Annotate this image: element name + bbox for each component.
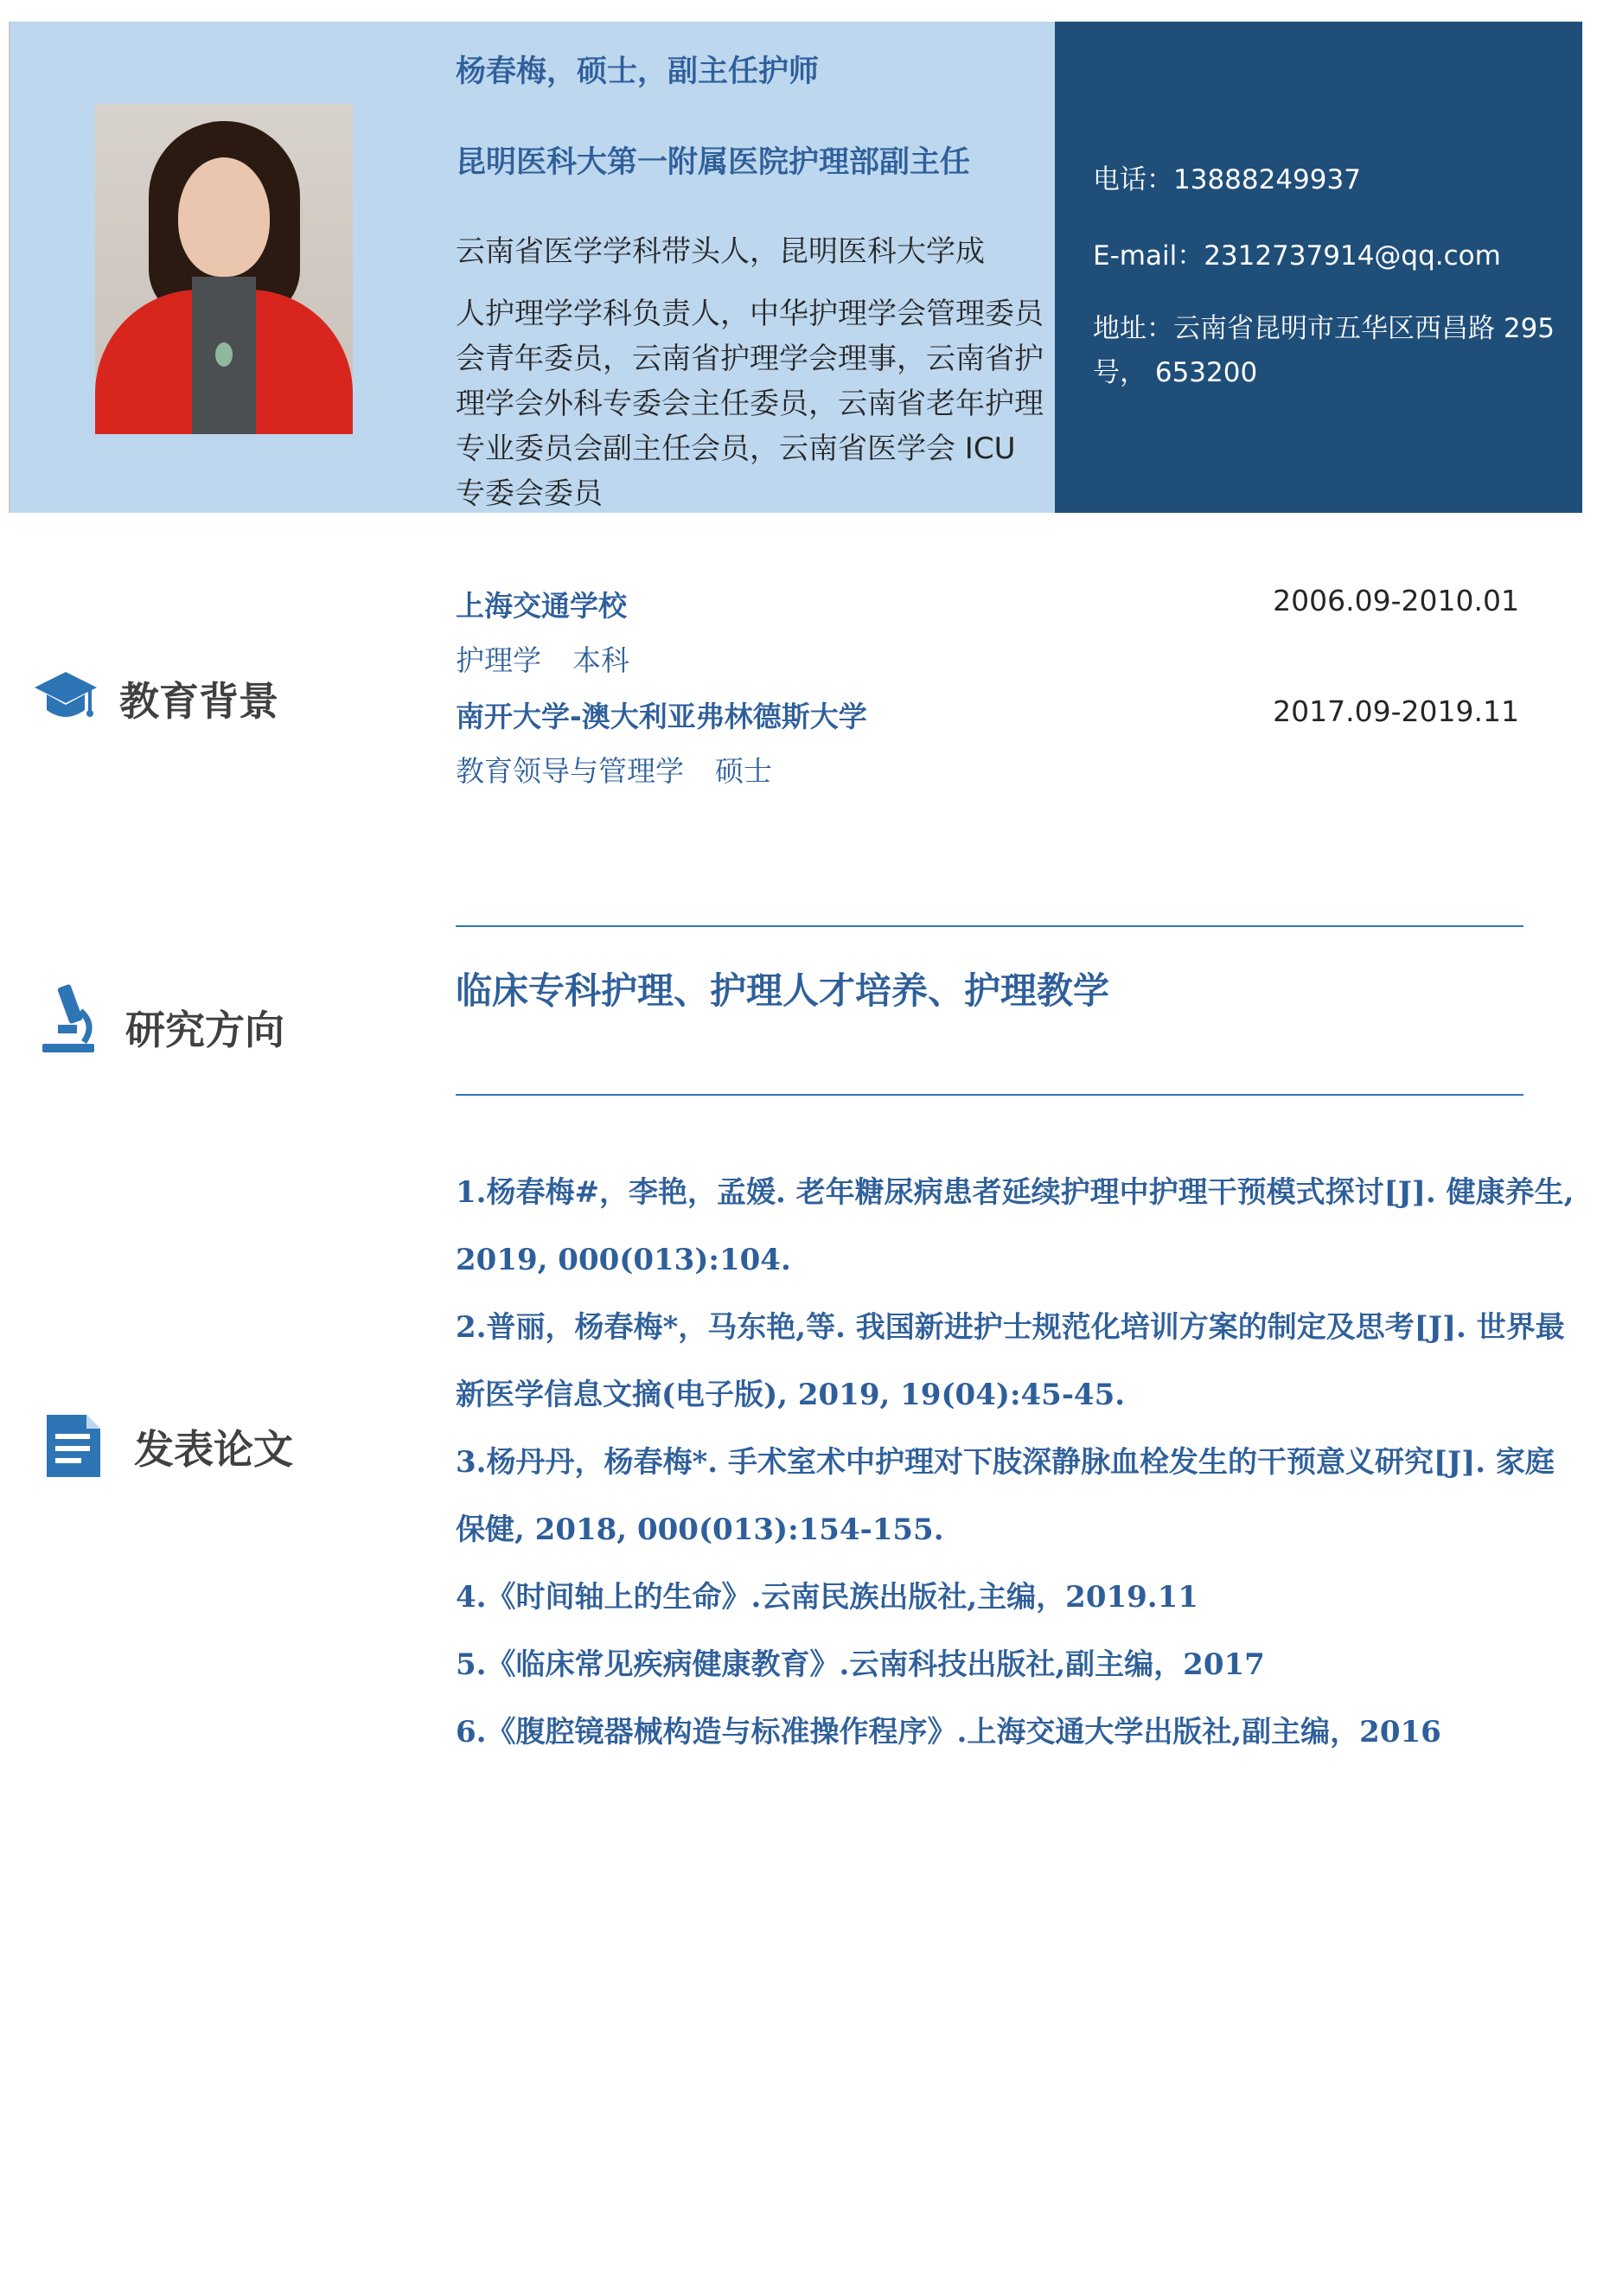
edu-major-name: 护理学 [456,643,541,677]
education-title: 教育背景 [119,678,278,725]
publication-item: 6.《腹腔镜器械构造与标准操作程序》.上海交通大学出版社,副主编，2016 [456,1715,1441,1749]
section-divider [456,925,1523,927]
publication-item: 2.普丽，杨春梅*，马东艳,等. 我国新进护士规范化培训方案的制定及思考[J]. 世界最新医学信息文摘(电子版), 2019, 19(04):45-45. [456,1310,1565,1412]
edu-school-1: 上海交通学校 [456,589,627,623]
edu-date-1: 2006.09-2010.01 [1273,584,1519,617]
name-title: 杨春梅，硕士，副主任护师 [456,54,820,89]
edu-major-name: 教育领导与管理学 [456,754,684,788]
publication-item: 1.杨春梅#，李艳，孟媛. 老年糖尿病患者延续护理中护理干预模式探讨[J]. 健康养生, 2019, 000(013):104. [456,1175,1574,1277]
publication-item: 3.杨丹丹，杨春梅*. 手术室术中护理对下肢深静脉血栓发生的干预意义研究[J]. 家庭保健, 2018, 000(013):154-155. [456,1445,1555,1547]
edu-date-2: 2017.09-2019.11 [1273,694,1519,728]
document-icon [43,1411,104,1481]
research-text: 临床专科护理、护理人才培养、护理教学 [456,969,1110,1012]
edu-school-2: 南开大学-澳大利亚弗林德斯大学 [456,700,867,733]
edu-degree: 硕士 [715,754,772,788]
edu-major-2 [456,749,803,790]
bio-text: 人护理学学科负责人，中华护理学会管理委员会青年委员，云南省护理学会理事，云南省护理学会外科专委会主任委员，云南省老年护理专业委员会副主任会员，云南省医学会 ICU 专委会委员 [456,297,1044,511]
job-title: 昆明医科大第一附属医院护理部副主任 [456,145,971,180]
research-title: 研究方向 [125,1007,284,1053]
graduation-cap-icon [33,670,99,726]
contact-address: 地址：云南省昆明市五华区西昌路 295 号， 653200 [1093,313,1555,388]
microscope-icon [39,982,98,1059]
portrait-photo [95,104,353,434]
edu-major-1 [456,638,661,679]
publication-item: 4.《时间轴上的生命》.云南民族出版社,主编，2019.11 [456,1580,1198,1615]
publications-title: 发表论文 [134,1426,293,1473]
contact-email: E-mail：2312737914@qq.com [1093,240,1501,272]
bio-first-line: 云南省医学学科带头人，昆明医科大学成 [456,234,985,269]
publication-list [456,1159,1580,1766]
contact-phone: 电话：13888249937 [1093,164,1361,195]
section-divider [456,1094,1523,1096]
edu-degree: 本科 [572,643,629,677]
publication-item: 5.《临床常见疾病健康教育》.云南科技出版社,副主编，2017 [456,1647,1265,1682]
